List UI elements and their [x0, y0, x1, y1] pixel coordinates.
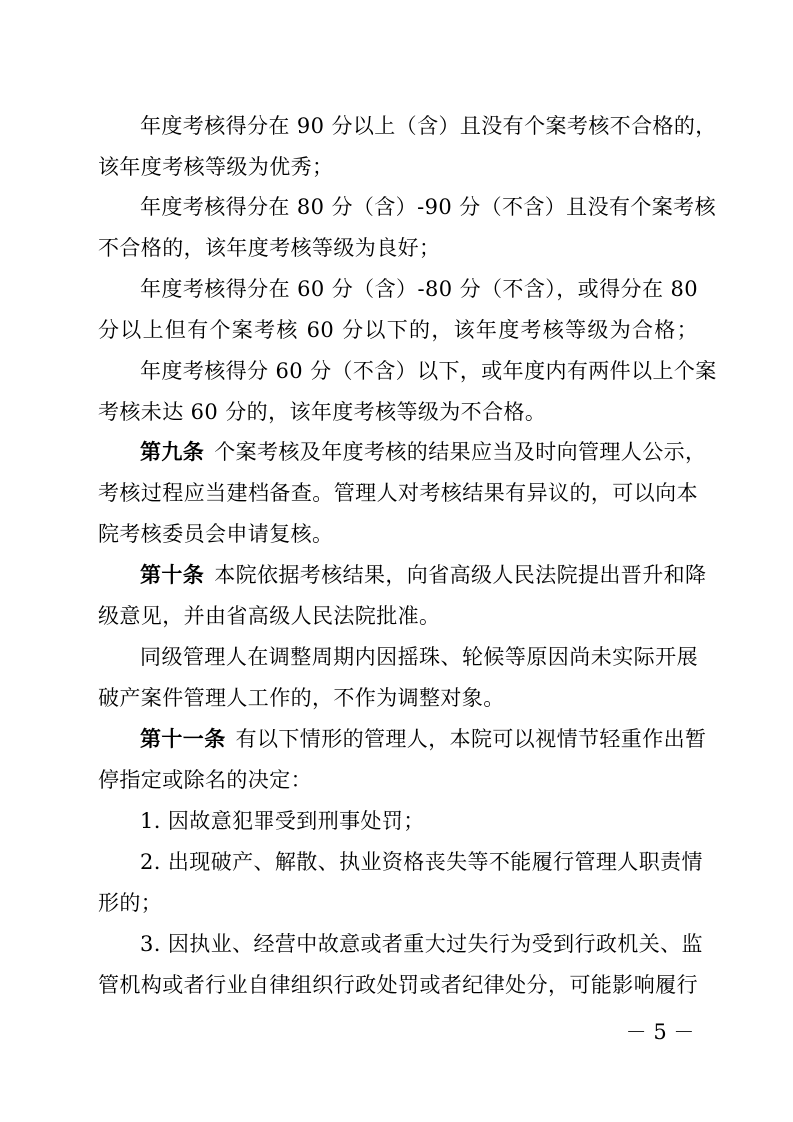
paragraph-1-line-1: 年度考核得分在 90 分以上（含）且没有个案考核不合格的，: [140, 114, 717, 138]
paragraph-1-line-2: 该年度考核等级为优秀；: [98, 155, 334, 179]
article-10-first-line: [140, 561, 707, 589]
article-11-line-2: 停指定或除名的决定：: [98, 768, 312, 792]
list-item-1: 1. 因故意犯罪受到刑事处罚；: [140, 809, 425, 833]
paragraph-4-line-2: 考核未达 60 分的，该年度考核等级为不合格。: [98, 400, 547, 424]
article-10-line-2: 级意见，并由省高级人民法院批准。: [98, 604, 441, 628]
paragraph-7-line-1: 同级管理人在调整周期内因摇珠、轮候等原因尚未实际开展: [140, 645, 698, 669]
article-10-heading: 第十条: [140, 563, 205, 587]
article-11-heading: 第十一条: [140, 727, 226, 751]
article-9-line-1: 个案考核及年度考核的结果应当及时向管理人公示，: [214, 440, 707, 464]
paragraph-2-line-1: 年度考核得分在 80 分（含）-90 分（不含）且没有个案考核: [140, 195, 716, 219]
article-9-first-line: [140, 438, 707, 466]
list-item-3-line-2: 管机构或者行业自律组织行政处罚或者纪律处分，可能影响履行: [98, 973, 698, 997]
article-9-line-3: 院考核委员会申请复核。: [98, 522, 334, 546]
page-number: － 5 －: [625, 1020, 695, 1044]
paragraph-7-line-2: 破产案件管理人工作的，不作为调整对象。: [98, 686, 505, 710]
article-9-line-2: 考核过程应当建档备查。管理人对考核结果有异议的，可以向本: [98, 481, 698, 505]
paragraph-3-line-2: 分以上但有个案考核 60 分以下的，该年度考核等级为合格；: [98, 318, 698, 342]
paragraph-2-line-2: 不合格的，该年度考核等级为良好；: [98, 236, 441, 260]
article-11-first-line: [140, 725, 707, 753]
paragraph-3-line-1: 年度考核得分在 60 分（含）-80 分（不含），或得分在 80: [140, 277, 698, 301]
list-item-2-line-1: 2. 出现破产、解散、执业资格丧失等不能履行管理人职责情: [140, 850, 703, 874]
article-10-line-1: 本院依据考核结果，向省高级人民法院提出晋升和降: [214, 563, 707, 587]
article-11-line-1: 有以下情形的管理人，本院可以视情节轻重作出暂: [235, 727, 707, 751]
list-item-3-line-1: 3. 因执业、经营中故意或者重大过失行为受到行政机关、监: [140, 932, 703, 956]
paragraph-4-line-1: 年度考核得分 60 分（不含）以下，或年度内有两件以上个案: [140, 359, 717, 383]
article-9-heading: 第九条: [140, 440, 205, 464]
list-item-2-line-2: 形的；: [98, 891, 163, 915]
